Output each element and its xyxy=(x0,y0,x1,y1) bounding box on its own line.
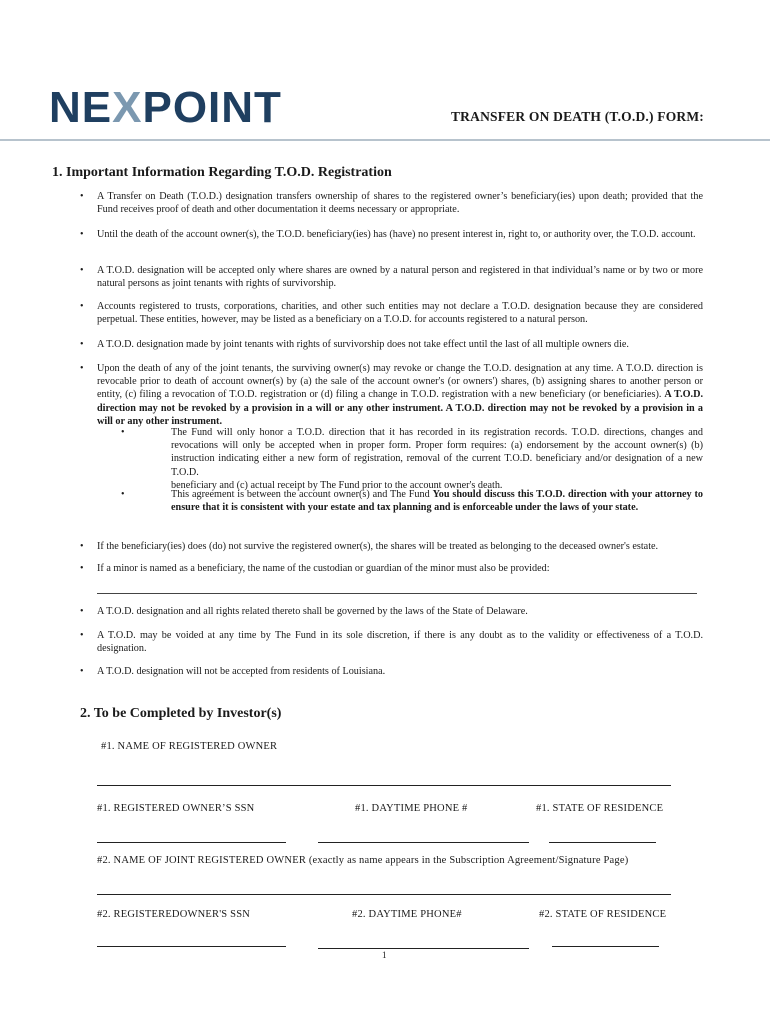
owner2-state-field[interactable] xyxy=(552,946,659,947)
bullet-text: If the beneficiary(ies) does (do) not survive the registered owner(s), the shares will be treated as belonging to the deceased owner's estate. xyxy=(97,541,659,552)
owner2-name-field[interactable] xyxy=(97,894,671,895)
bullet-text: A T.O.D. may be voided at any time by The Fund in its sole discretion, if there is any doubt as to the validity or effectiveness of a T.O.D. designation. xyxy=(97,630,703,655)
nexpoint-logo xyxy=(49,83,282,132)
bullet-text: A T.O.D. designation will not be accepted from residents of Louisiana. xyxy=(97,666,386,677)
owner2-ssn-field[interactable] xyxy=(97,946,286,947)
owner2-name-label: #2. NAME OF JOINT REGISTERED OWNER (exactly as name appears in the Subscription Agreement/Signature Page) xyxy=(97,855,629,866)
owner1-name-field[interactable] xyxy=(97,785,671,786)
sub-bullet-text-b: beneficiary and (c) actual receipt by The Fund prior to the account owner's death. xyxy=(171,479,503,491)
bullet-text: A Transfer on Death (T.O.D.) designation transfers ownership of shares to the registered owner’s beneficiary(ies) upon death; provided that the Fund receives proof of death and other documentation it deems necessary or appropriate. xyxy=(97,191,703,216)
bullet-icon: • xyxy=(80,265,84,276)
bullet-icon: • xyxy=(80,541,84,552)
sub-bullet-text-a: The Fund will only honor a T.O.D. direction that it has recorded in its registration records. T.O.D. directions, changes and revocations will only be accepted when in proper form. Proper form requires: (a) endorsement by the account owner(s) (b) instruction indicating either a new form of registration, removal of the current T.O.D. beneficiary and/or designation of a new T.O.D. xyxy=(171,427,703,478)
sub-bullet-text-plain: This agreement is between the account owner(s) and The Fund xyxy=(171,489,433,500)
sub-bullet-text-bold: You should discuss this T.O.D. direction with your attorney to ensure that it is consistent with your estate and tax planning and is enforceable under the laws of your state. xyxy=(171,489,703,514)
owner1-state-field[interactable] xyxy=(549,842,656,843)
owner1-phone-label: #1. DAYTIME PHONE # xyxy=(355,803,468,814)
bullet-icon: • xyxy=(80,229,84,240)
logo-text-ne: NE xyxy=(49,83,113,132)
sub-bullet-icon: • xyxy=(121,427,125,438)
bullet-icon: • xyxy=(80,339,84,350)
page-number: 1 xyxy=(382,950,387,960)
bullet-icon: • xyxy=(80,563,84,574)
sub-bullet-text xyxy=(171,488,703,514)
owner1-name-label: #1. NAME OF REGISTERED OWNER xyxy=(101,741,278,752)
bullet-text-bold: A T.O.D. direction may not be revoked by a provision in a will or any other instrument. A T.O.D. direction may not be revoked by a provision in a will or any other instrument. xyxy=(97,389,703,427)
bullet-icon: • xyxy=(80,301,84,312)
owner2-phone-label: #2. DAYTIME PHONE# xyxy=(352,909,462,920)
bullet-text-plain: Upon the death of any of the joint tenants, the surviving owner(s) may revoke or change the T.O.D. designation at any time. A T.O.D. direction is revocable prior to death of account owner(s) by (a) the sale of the account owner's (or owners') shares, (b) assigning shares to another person or entity, (c) filing a revocation of T.O.D. registration or (d) filing a change in T.O.D. registration with a new beneficiary (or beneficiaries). xyxy=(97,363,703,401)
bullet-text: Until the death of the account owner(s), the T.O.D. beneficiary(ies) has (have) no present interest in, right to, or authority over, the T.O.D. account. xyxy=(97,229,696,240)
header-divider xyxy=(0,139,770,141)
section1-title: 1. Important Information Regarding T.O.D. Registration xyxy=(52,165,392,180)
logo-text-x: X xyxy=(112,83,143,132)
owner1-ssn-label: #1. REGISTERED OWNER’S SSN xyxy=(97,803,255,814)
section2-title: 2. To be Completed by Investor(s) xyxy=(80,706,282,721)
bullet-text: If a minor is named as a beneficiary, the name of the custodian or guardian of the minor must also be provided: xyxy=(97,563,550,574)
bullet-text: Accounts registered to trusts, corporations, charities, and other such entities may not declare a T.O.D. designation because they are considered perpetual. These entities, however, may be listed as a beneficiary on a T.O.D. for accounts registered to a natural person. xyxy=(97,301,703,326)
bullet-text: A T.O.D. designation made by joint tenants with rights of survivorship does not take effect until the last of all multiple owners die. xyxy=(97,339,629,350)
bullet-text: A T.O.D. designation will be accepted only where shares are owned by a natural person and registered in that individual’s name or by two or more natural persons as joint tenants with rights of survivorship. xyxy=(97,265,703,290)
owner1-ssn-field[interactable] xyxy=(97,842,286,843)
bullet-icon: • xyxy=(80,363,84,374)
owner2-state-label: #2. STATE OF RESIDENCE xyxy=(539,909,667,920)
bullet-icon: • xyxy=(80,606,84,617)
custodian-name-line[interactable] xyxy=(97,593,697,594)
bullet-icon: • xyxy=(80,630,84,641)
owner1-state-label: #1. STATE OF RESIDENCE xyxy=(536,803,664,814)
bullet-text xyxy=(97,362,703,428)
bullet-icon: • xyxy=(80,666,84,677)
owner2-ssn-label: #2. REGISTEREDOWNER'S SSN xyxy=(97,909,251,920)
bullet-icon: • xyxy=(80,191,84,202)
bullet-text: A T.O.D. designation and all rights related thereto shall be governed by the laws of the State of Delaware. xyxy=(97,606,528,617)
logo-text-point: POINT xyxy=(142,83,282,132)
form-title: TRANSFER ON DEATH (T.O.D.) FORM: xyxy=(450,109,704,124)
sub-bullet-text xyxy=(171,426,703,492)
owner2-phone-field[interactable] xyxy=(318,948,529,949)
sub-bullet-icon: • xyxy=(121,489,125,500)
owner1-phone-field[interactable] xyxy=(318,842,529,843)
